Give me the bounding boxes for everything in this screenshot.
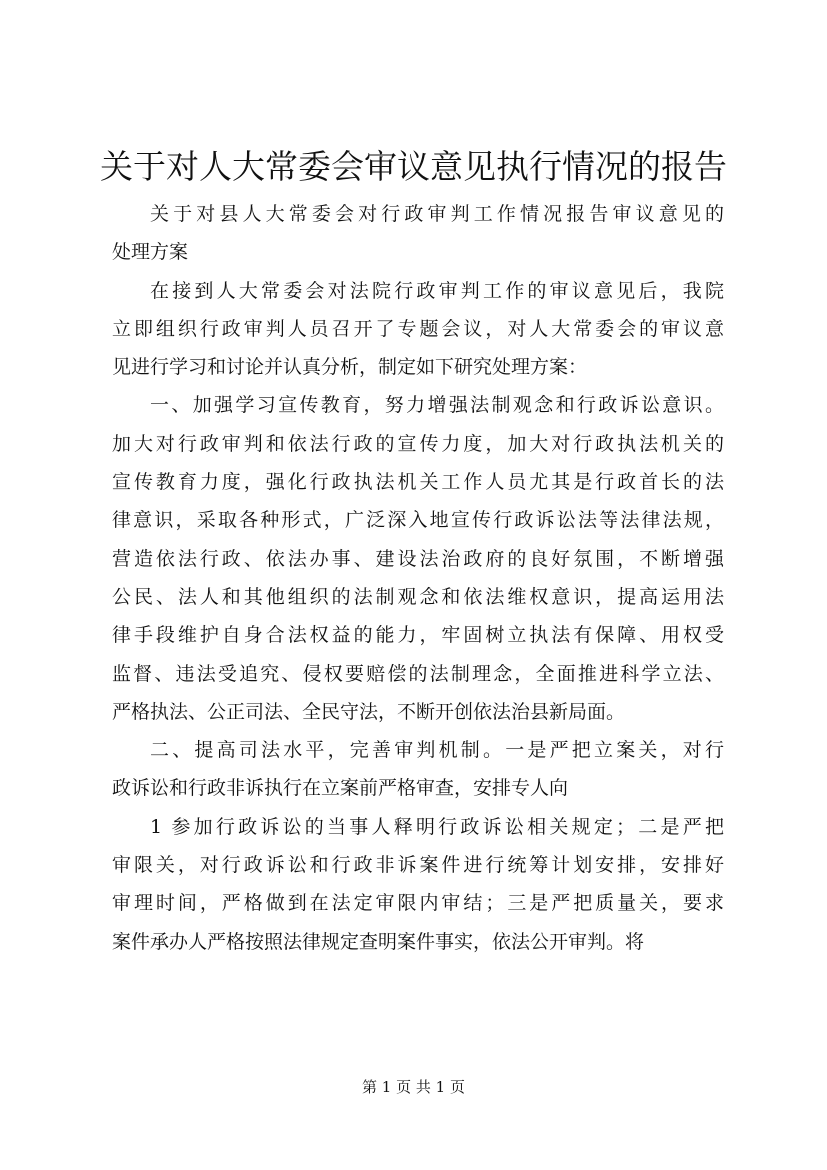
text-line: 案件承办人严格按照法律规定查明案件事实，依法公开审判。将 [112, 930, 645, 953]
text-line: 处理方案 [112, 241, 189, 264]
text-line: 审限关，对行政诉讼和行政非诉案件进行统筹计划安排，安排好 [112, 854, 724, 877]
text-line: 营造依法行政、依法办事、建设法治政府的良好氛围，不断增强 [112, 547, 724, 570]
text-line: 1 参加行政诉讼的当事人释明行政诉讼相关规定；二是严把 [150, 815, 724, 838]
text-line: 见进行学习和讨论并认真分析，制定如下研究处理方案： [112, 356, 588, 379]
page-footer: 第 1 页 共 1 页 [362, 1078, 465, 1096]
paragraph [112, 731, 724, 808]
text-line: 二、提高司法水平，完善审判机制。一是严把立案关，对行 [150, 739, 724, 762]
text-line: 关于对县人大常委会对行政审判工作情况报告审议意见的 [150, 203, 724, 225]
text-line: 审理时间，严格做到在法定审限内审结；三是严把质量关，要求 [112, 892, 724, 915]
text-line: 严格执法、公正司法、全民守法，不断开创依法治县新局面。 [112, 700, 626, 723]
text-line: 公民、法人和其他组织的法制观念和依法维权意识，提高运用法 [112, 585, 724, 608]
text-line: 在接到人大常委会对法院行政审判工作的审议意见后，我院 [150, 279, 724, 302]
paragraph [112, 808, 724, 961]
document-body [112, 195, 724, 961]
paragraph [112, 386, 724, 731]
text-line: 律意识，采取各种形式，广泛深入地宣传行政诉讼法等法律法规， [112, 509, 724, 532]
text-line: 加大对行政审判和依法行政的宣传力度，加大对行政执法机关的 [112, 432, 724, 455]
text-line: 政诉讼和行政非诉执行在立案前严格审查，安排专人向 [112, 777, 569, 800]
text-line: 立即组织行政审判人员召开了专题会议，对人大常委会的审议意 [112, 317, 724, 340]
text-line: 律手段维护自身合法权益的能力，牢固树立执法有保障、用权受 [112, 624, 724, 647]
text-line: 一、加强学习宣传教育，努力增强法制观念和行政诉讼意识。 [150, 394, 724, 417]
document-title: 关于对人大常委会审议意见执行情况的报告 [100, 147, 727, 186]
text-line: 监督、违法受追究、侵权要赔偿的法制理念，全面推进科学立法、 [112, 662, 724, 685]
text-line: 宣传教育力度，强化行政执法机关工作人员尤其是行政首长的法 [112, 471, 724, 494]
paragraph [112, 195, 724, 272]
paragraph [112, 272, 724, 387]
